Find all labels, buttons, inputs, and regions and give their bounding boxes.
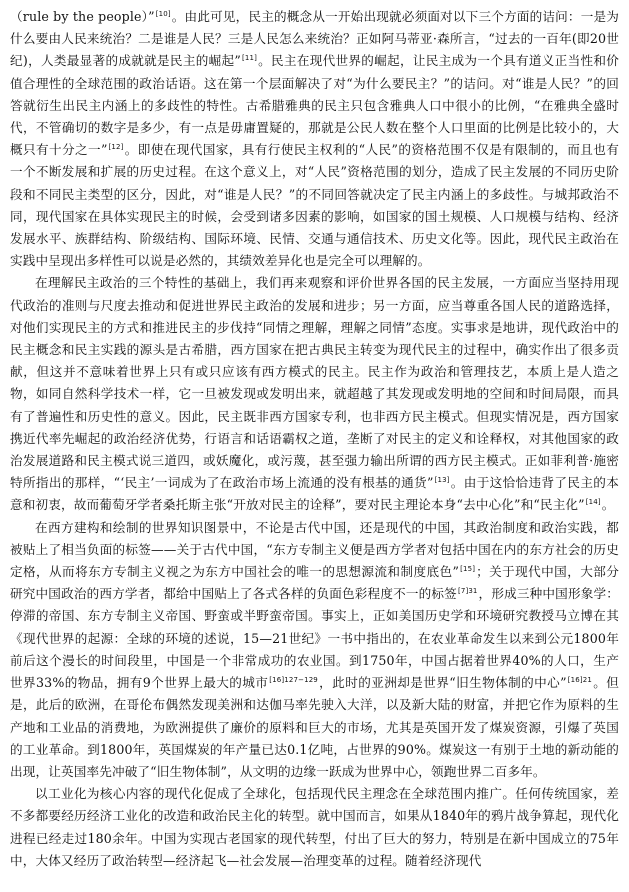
body-paragraph: [10, 783, 619, 872]
citation-marker: [14]: [585, 498, 601, 507]
citation-marker: [16]21: [567, 675, 592, 684]
paragraph-text: 。: [601, 497, 615, 513]
paragraph-text: ，形成三种中国形象学：停滞的帝国、东方专制主义帝国、野蛮或半野蛮帝国。事实上，正如美国历史学和环境研究教授马立博在其《现代世界的起源：全球的环境的述说，15—21世纪》一书中指出的，在农业革命发生以来到公元1800年前后这个漫长的时间段里，中国是一个非常成功的农业国。到1750年，中国占据着世界40%的人口，生产世界33%的物品，拥有9个世界上最大的城市: [10, 586, 620, 691]
paragraph-text: 。即使在现代国家，具有行使民主权利的“人民”的资格范围不仅是有限制的，而且也有一个不断发展和扩展的历史过程。在这个意义上，对“人民”资格范围的划分，造成了民主发展的不同历史阶段和不同民主类型的区分，因此，对“谁是人民？”的不同回答就决定了民主内涵上的多歧性。与城邦政治不同，现代国家在具体实现民主的时候，会受到诸多因素的影响，如国家的国土规模、人口规模与结构、经济发展水平、族群结构、阶级结构、国际环境、民情、交通与通信技术、历史文化等。因此，现代民主政治在实践中呈现出多样性可以说是必然的，其绩效差异化也是完全可以理解的。: [10, 142, 619, 269]
body-paragraph: [10, 6, 619, 272]
paragraph-text: 。由于这恰恰违背了民主的本意和初衷，故而葡萄牙学者桑托斯主张“开放对民主的诠释”，要对民主理论本身“去中心化”和“民主化”: [10, 475, 620, 513]
paragraph-text: 。但是，此后的欧洲，在哥伦布偶然发现美洲和达伽马率先驶入大洋，以及新大陆的财富，并把它作为原料的生产地和工业品的消费地，为欧洲提供了廉价的原料和巨大的市场，尤其是英国开发了煤炭资源，引爆了英国的工业革命。到1800年，英国煤炭的年产量已达0.1亿吨，占世界的90%。煤炭这一有别于土地的新动能的出现，让英国率先冲破了“旧生物体制”，从文明的边缘一跃成为世界中心，领跑世界二百多年。: [10, 675, 619, 779]
citation-marker: [16]127−129: [269, 675, 318, 684]
body-paragraph: [10, 272, 619, 516]
paragraph-text: 以工业化为核心内容的现代化促成了全球化，包括现代民主理念在全球范围内推广。任何传统国家，差不多都要经历经济工业化的改造和政治民主化的转型。就中国而言，如果从1840年的鸦片战争算起，现代化进程已经走过180余年。中国为实现古老国家的现代转型，付出了巨大的努力，特别是在新中国成立的75年中，大体又经历了政治转型—经济起飞—社会发展—治理变革的过程。随着经济现代: [10, 786, 619, 868]
paragraph-text: 。由此可见，民主的概念从一开始出现就必须面对以下三个方面的诘问：一是为什么要由人民来统治？二是谁是人民？三是人民怎么来统治？正如阿马蒂亚·森所言，“过去的一百年(即20世纪)，人类最显著的成就就是民主的崛起”: [10, 9, 619, 69]
paragraph-text: ；关于现代中国，大部分研究中国政治的西方学者，都给中国贴上了各式各样的负面色彩程度不一的标签: [10, 564, 619, 602]
citation-marker: [11]: [242, 54, 257, 63]
citation-marker: [13]: [434, 476, 450, 485]
citation-marker: [7]31: [457, 587, 478, 596]
citation-marker: [12]: [108, 143, 124, 152]
paragraph-text: 。民主在现代世界的崛起，让民主成为一个具有道义正当性和价值合理性的全球范围的政治话语。这在第一个层面解决了对“为什么要民主？”的诘问。对“谁是人民？”的回答就衍生出民主内涵上的多歧性的特性。古希腊雅典的民主只包含雅典人口中很小的比例，“在雅典全盛时代，不管确切的数字是多少，有一点是毋庸置疑的，那就是公民人数在整个人口里面的比例是比较小的，大概只有十分之一”: [10, 53, 620, 158]
citation-marker: [10]: [155, 9, 171, 18]
paragraph-text: ，此时的亚洲却是世界“旧生物体制的中心”: [318, 675, 567, 691]
citation-marker: [15]: [460, 564, 476, 573]
paragraph-text: 在西方建构和绘制的世界知识图景中，不论是古代中国，还是现代的中国，其政治制度和政治实践，都被贴上了相当负面的标签——关于古代中国，“东方专制主义便是西方学者对包括中国在内的东方社会的历史定格，从而将东方专制主义视之为东方中国社会的唯一的思想源流和制度底色”: [10, 519, 619, 580]
paragraph-text: （rule by the people）”: [10, 9, 155, 24]
paragraph-text: 在理解民主政治的三个特性的基础上，我们再来观察和评价世界各国的民主发展，一方面应当坚持用现代政治的准则与尺度去推动和促进世界民主政治的发展和进步；另一方面，应当尊重各国人民的道路选择，对他们实现民主的方式和推进民主的步伐持“同情之理解，理解之同情”态度。实事求是地讲，现代政治中的民主概念和民主实践的源头是古希腊，西方国家在把古典民主转变为现代民主的过程中，确实作出了很多贡献，但这并不意味着世界上只有或只应该有西方模式的民主。民主作为政治和管理技艺，本质上是人造之物，如同自然科学技术一样，它一旦被发现或发明出来，就超越了其发现或发明地的空间和时间局限，而具有了普遍性和历史性的意义。因此，民主既非西方国家专利，也非西方民主模式。但现实情况是，西方国家携近代率先崛起的政治经济优势，行语言和话语霸权之道，垄断了对民主的定义和诠释权，对其他国家的政治发展道路和民主模式说三道四，或妖魔化，或污蔑，甚至强力输出所谓的西方民主模式。正如菲利普·施密特所指出的那样，“‘民主’一词成为了在政治市场上流通的没有根基的通货”: [10, 275, 619, 491]
body-paragraph: [10, 517, 619, 783]
